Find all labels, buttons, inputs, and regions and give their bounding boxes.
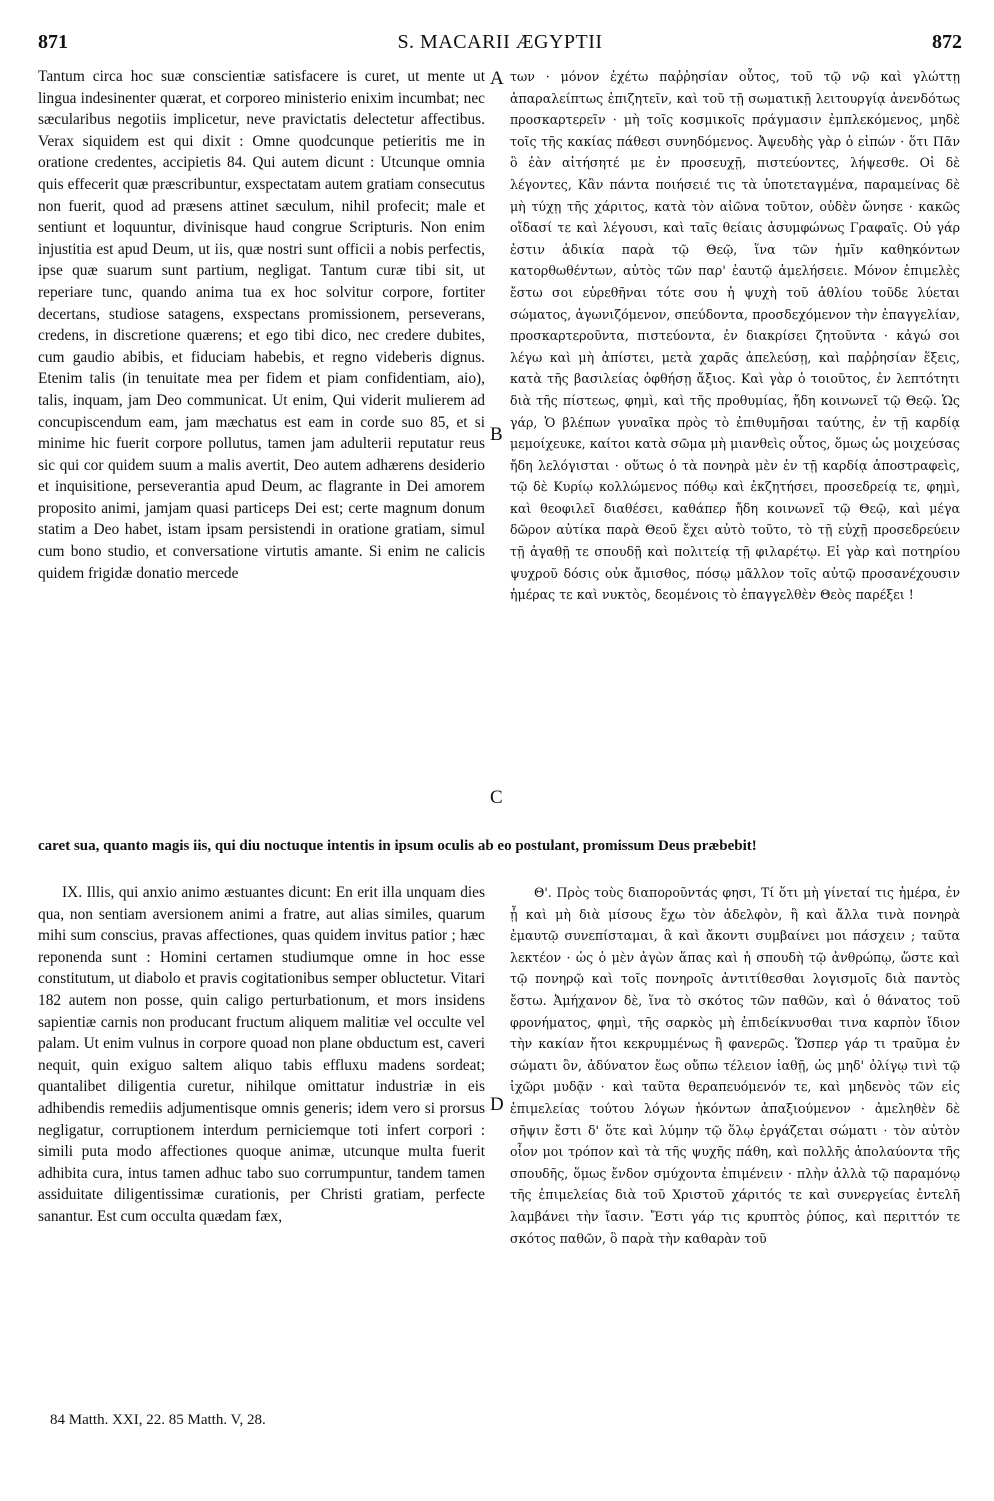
- footnotes: 84 Matth. XXI, 22. 85 Matth. V, 28.: [50, 1412, 266, 1428]
- page-number-right: 872: [932, 31, 962, 53]
- margin-letter-c: C: [490, 787, 503, 808]
- margin-letter-b: B: [490, 424, 503, 445]
- margin-letter-d: D: [490, 1094, 504, 1115]
- margin-letter-a: A: [490, 68, 504, 89]
- page-number-left: 871: [38, 31, 68, 53]
- latin-column-bottom: IX. Illis, qui anxio animo æstuantes dicunt: En erit illa unquam dies qua, non sentiam aversionem animi a fratre, aut alias similes, quarum mihi sum conscius, pravas affectiones, quas quidem invitus patior ; hæc reponenda sunt : Homini certamen studiumque omne in hoc esse constitutum, ut diabolo et pravis cogitationibus semper obluctetur. Vitari 182 autem non posse, quin caligo perturbationum, et mors insidens sapientiæ carnis non producant fructum aliquem malitiæ vel occulte vel palam. Ut enim vulnus in corpore quoad non plane obductum est, caveri nequit, quin exiguo saltem aliquo tabis effluxu madens sordeat; quantalibet diligentia curetur, nihilque omittatur industriæ in eis adhibendis remediis adjumentisque omnis generis; idem vero si prorsus negligatur, corruptionem interdum perniciemque toti infert corpori : simili puta modo affectiones quoque animæ, utcunque multa fuerit adhibita cura, intus tamen adhuc tabo suo corrumpuntur, tandem tamen assiduitate diligentissimæ curationis, per Christi gratiam, perfecte sanantur. Est cum occulta quædam fæx,: [38, 884, 485, 1225]
- running-header: [38, 31, 962, 57]
- greek-column-top: των · μόνον ἐχέτω παῤῥησίαν οὗτος, τοῦ τῷ νῷ καὶ γλώττῃ ἀπαραλείπτως ἐπιζητεῖν, καὶ τοῦ τῇ σωματικῇ λειτουργίᾳ ἀνενδότως προσκαρτερεῖν · μὴ τοῖς κοσμικοῖς πράγμασιν ἐμπλεκόμενος, μηδὲ τοῖς τῆς κακίας πάθεσι συνηδόμενος. Ἀψευδὴς γὰρ ὁ εἰπών · ὅτι Πᾶν ὃ ἐὰν αἰτήσητέ με ἐν προσευχῇ, πιστεύοντες, λήψεσθε. Οἱ δὲ λέγοντες, Κἂν πάντα ποιήσειέ τις τὰ ὑποτεταγμένα, παραμείνας δὲ μὴ τύχῃ τῆς χάριτος, κατὰ τὸν αἰῶνα τοῦτον, οὐδὲν ὤνησε · κακῶς οἴδασί τε καὶ λέγουσι, καὶ ταῖς θείαις ἀσυμφώνως Γραφαῖς. Οὐ γάρ ἐστιν ἀδικία παρὰ τῷ Θεῷ, ἵνα τῶν ἡμῖν καθηκόντων κατορθωθέντων, αὐτὸς τῶν παρ' ἑαυτῷ ἀμελήσειε. Μόνον ἐπιμελὲς ἔστω σοι εὑρεθῆναι τότε σου ἡ ψυχὴ τοῦ ἀθλίου τοῦδε λύεται σώματος, ἀγωνιζόμενον, σπεύδοντα, προσδεχόμενον τὴν ἐπαγγελίαν, προσκαρτεροῦντα, πιστεύοντα, ἐν διακρίσει ζητοῦντα · κἀγώ σοι λέγω καὶ μὴ ἀπίστει, μετὰ χαρᾶς ἀπελεύσῃ, καὶ παῤῥησίαν ἕξεις, κατὰ τῆς βασιλείας ὀφθήσῃ ἄξιος. Καὶ γὰρ ὁ τοιοῦτος, ἐν λεπτότητι διὰ τῆς πίστεως, φημὶ, καὶ τῆς προθυμίας, ἤδη κοινωνεῖ τῷ Θεῷ. Ὡς γάρ, Ὁ βλέπων γυναῖκα πρὸς τὸ ἐπιθυμῆσαι ταύτης, ἐν τῇ καρδίᾳ μεμοίχευκε, καίτοι κατὰ σῶμα μὴ μιανθεὶς οὗτος, ὅμως ὡς μοιχεύσας ἤδη λελόγισται · οὕτως ὁ τὰ πονηρὰ μὲν ἐν τῇ καρδίᾳ ἀποστραφεὶς, τῷ δὲ Κυρίῳ κολλώμενος πόθῳ καὶ ἐκζητήσει, προσεδρείᾳ τε, φημὶ, καὶ θεοφιλεῖ διαθέσει, καθάπερ ἤδη κοινωνεῖ τῷ Θεῷ, καὶ μέγα δῶρον αὐτίκα παρὰ Θεοῦ ἔχει αὐτὸ τοῦτο, τὸ τῇ εὐχῇ προσεδρεύειν τῇ ἀγαθῇ τε σπουδῇ καὶ πολιτείᾳ τῇ φιλαρέτῳ. Εἰ γὰρ καὶ ποτηρίου ψυχροῦ δόσις οὐκ ἄμισθος, πόσῳ μᾶλλον τοῖς αὐτῷ προσανέχουσιν ἡμέρας τε καὶ νυκτὸς, δεομένοις τὸ ἐπαγγελθὲν Θεὸς παρέξει !: [510, 69, 960, 603]
- page-title: S. MACARII ÆGYPTII: [397, 31, 603, 53]
- latin-full-width-line: caret sua, quanto magis iis, qui diu noctuque intentis in ipsum oculis ab eo postulant, promissum Deus præbebit!: [38, 838, 757, 854]
- greek-column-bottom: Θ'. Πρὸς τοὺς διαποροῦντάς φησι, Τί ὅτι μὴ γίνεταί τις ἡμέρα, ἐν ᾗ καὶ μὴ διὰ μίσους ἔχω τὸν ἀδελφὸν, ἢ καὶ ἄλλα τινὰ πονηρὰ ἐμαυτῷ συνεπίσταμαι, ἃ καὶ ἄκοντι συμβαίνει μοι πάσχειν ; ταῦτα λεκτέον · ὡς ὁ μὲν ἀγὼν ἅπας καὶ ἡ σπουδὴ τῷ ἀνθρώπῳ, ὥστε καὶ τῷ πονηρῷ καὶ τοῖς πονηροῖς ἀντιτίθεσθαι λογισμοῖς διὰ παντὸς ἔστω. Ἀμήχανον δὲ, ἵνα τὸ σκότος τῶν παθῶν, καὶ ὁ θάνατος τοῦ φρονήματος, φημὶ, τῆς σαρκὸς μὴ ἐπιδείκνυσθαι τινα καρπὸν ἴδιον τὴν κακίαν ἤτοι κεκρυμμένως ἢ φανερῶς. Ὥσπερ γάρ τι τραῦμα ἐν σώματι ὂν, ἀδύνατον ἕως οὔπω τέλειον ἰαθῇ, ὡς μηδ' ὀλίγῳ τινὶ τῷ ἰχῶρι μυδᾷν · καὶ ταῦτα θεραπευόμενόν τε, καὶ μηδενὸς τῶν εἰς ἐπιμελείας τούτου λόγων ἡκόντων ἀπαξιούμενον · ἀμεληθὲν δὲ σῆψιν ἔστι δ' ὅτε καὶ λύμην τῷ ὅλῳ ἐργάζεται σώματι · τὸν αὐτὸν οἶον μοι τρόπον καὶ τὰ τῆς ψυχῆς πάθη, καὶ πολλῆς ἀπολαύοντα τῆς σπουδῆς, ὅμως ἔνδον σμύχοντα ἐπιμένειν · πλὴν ἀλλὰ τῷ παραμόνῳ τῆς ἐπιμελείας διὰ τοῦ Χριστοῦ χάριτός τε καὶ συνεργείας ἐντελῆ λαμβάνει τὴν ἴασιν. Ἔστι γάρ τις κρυπτὸς ῥύπος, καὶ περιττόν τε σκότος παθῶν, ὃ παρὰ τὴν καθαρὰν τοῦ: [510, 885, 960, 1246]
- latin-column-top: Tantum circa hoc suæ conscientiæ satisfacere is curet, ut mente ut lingua indesinenter quærat, et corporeo ministerio enixim incumbat; nec sæcularibus negotiis implicetur, neve pravictatis delectetur affectibus. Verax siquidem est qui dixit : Omne quodcunque petieritis me in oratione credentes, accipietis 84. Qui autem dicunt : Utcunque omnia quis effecerit quæ præscribuntur, exspectatam autem gratiam consecutus non fuerit, quod ad præsens attinet sæculum, nihil profecit; male et sentiunt et loquuntur, divinisque haud congrue Scripturis. Non enim injustitia est apud Deum, ut iis, quæ nostri sunt officii a nobis perfectis, ipse quæ suarum sunt partium, negligat. Tantum curæ tibi sit, ut reperiare tunc, quando anima tua ex hoc solvitur corpore, fortiter decertans, studiose satagens, exspectans promissionem, perseverans, credens, in discretione quærens; et ego tibi dico, nec credere dubites, cum gaudio abibis, et fiduciam habebis, et regno videberis dignus. Etenim talis (in tenuitate mea per fidem et piam confidentiam, aio), talis, inquam, jam Deo communicat. Ut enim, Qui viderit mulierem ad concupiscendum eam, jam mæchatus est eam in corde suo 85, et si minime hic fuerit corpore pollutus, tamen jam adulterii reputatur reus sic qui cor quidem suum a malis avertit, Deo autem adhærens desiderio et inquisitione, perseverantia apud Deum, ac flagrante in Dei amorem proposito animi, jamjam quasi particeps Dei est; certe magnum donum statim a Deo habet, istam ipsam persistendi in oratione gratiam, simul cum bono studio, et conversatione virtutis amante. Si enim ne calicis quidem frigidæ donatio mercede: [38, 68, 485, 582]
